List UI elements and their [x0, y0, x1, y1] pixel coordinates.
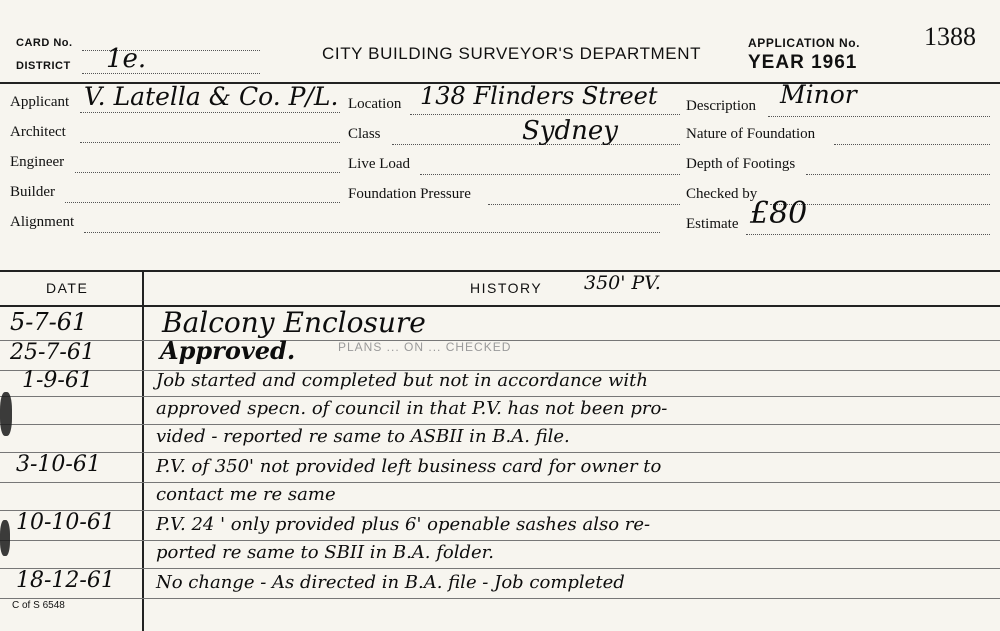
rule-line — [0, 540, 1000, 541]
applicant-label: Applicant — [10, 94, 70, 110]
rule-line — [0, 598, 1000, 599]
history-date: 3-10-61 — [16, 452, 101, 477]
date-column-divider — [142, 271, 144, 631]
architect-line — [80, 142, 340, 143]
class-label: Class — [348, 126, 381, 142]
checked-by-label: Checked by — [686, 186, 758, 202]
scan-smudge — [0, 520, 10, 556]
foundation-pressure-label: Foundation Pressure — [348, 186, 471, 202]
estimate-label: Estimate — [686, 216, 739, 232]
history-entry: Balcony Enclosure — [162, 306, 426, 339]
history-entry: ported re same to SBII in B.A. folder. — [156, 542, 495, 563]
history-entry: vided - reported re same to ASBII in B.A. file. — [156, 426, 570, 447]
history-entry: P.V. of 350' not provided left business card for owner to — [156, 456, 662, 477]
estimate-line — [746, 234, 990, 235]
year-label: YEAR 1961 — [748, 52, 858, 73]
rule-line — [0, 482, 1000, 483]
date-header: DATE — [46, 280, 89, 296]
engineer-line — [75, 172, 340, 173]
applicant-line — [80, 112, 340, 113]
alignment-label: Alignment — [10, 214, 75, 230]
foundation-pressure-line — [488, 204, 680, 205]
alignment-line — [84, 232, 660, 233]
history-date: 5-7-61 — [10, 308, 88, 336]
history-date: 1-9-61 — [22, 368, 93, 393]
description-value: Minor — [780, 80, 857, 109]
district-value: 1e. — [106, 44, 147, 74]
history-header: HISTORY — [470, 280, 543, 296]
depth-of-footings-line — [806, 174, 990, 175]
rule-line — [0, 568, 1000, 569]
live-load-line — [420, 174, 680, 175]
location-value: 138 Flinders Street — [420, 82, 658, 110]
rule-line — [0, 452, 1000, 453]
card-no-label: CARD No. — [16, 37, 73, 49]
architect-label: Architect — [10, 124, 66, 140]
application-number: 1388 — [924, 22, 976, 51]
department-title: CITY BUILDING SURVEYOR'S DEPARTMENT — [322, 44, 702, 63]
engineer-label: Engineer — [10, 154, 65, 170]
location-line — [410, 114, 680, 115]
scan-smudge — [0, 392, 12, 436]
estimate-value: £80 — [750, 196, 808, 231]
description-line — [768, 116, 990, 117]
location-label: Location — [348, 96, 402, 112]
application-no-label: APPLICATION No. — [748, 36, 861, 50]
description-label: Description — [686, 98, 756, 114]
history-entry: P.V. 24 ' only provided plus 6' openable sashes also re- — [156, 514, 651, 535]
history-entry: Approved. — [160, 336, 296, 365]
nature-of-foundation-line — [834, 144, 990, 145]
history-entry: Job started and completed but not in accordance with — [156, 370, 649, 391]
history-header-border — [0, 305, 1000, 307]
history-entry: contact me re same — [156, 484, 336, 505]
history-date: 25-7-61 — [10, 340, 95, 365]
depth-of-footings-label: Depth of Footings — [686, 156, 796, 172]
history-entry: approved specn. of council in that P.V. has not been pro- — [156, 398, 668, 419]
history-top-border — [0, 270, 1000, 272]
form-number: C of S 6548 — [12, 600, 65, 611]
builder-line — [65, 202, 340, 203]
history-entry: No change - As directed in B.A. file - Job completed — [156, 572, 625, 593]
builder-label: Builder — [10, 184, 55, 200]
history-note: 350' PV. — [584, 272, 661, 294]
rule-line — [0, 396, 1000, 397]
rule-line — [0, 510, 1000, 511]
district-label: DISTRICT — [16, 60, 71, 72]
nature-of-foundation-label: Nature of Foundation — [686, 126, 816, 142]
history-date: 10-10-61 — [16, 510, 115, 535]
applicant-value: V. Latella & Co. P/L. — [84, 82, 339, 111]
location-value-2: Sydney — [522, 116, 618, 146]
checked-stamp: PLANS ... ON ... CHECKED — [338, 340, 512, 354]
history-date: 18-12-61 — [16, 568, 115, 593]
live-load-label: Live Load — [348, 156, 411, 172]
rule-line — [0, 424, 1000, 425]
